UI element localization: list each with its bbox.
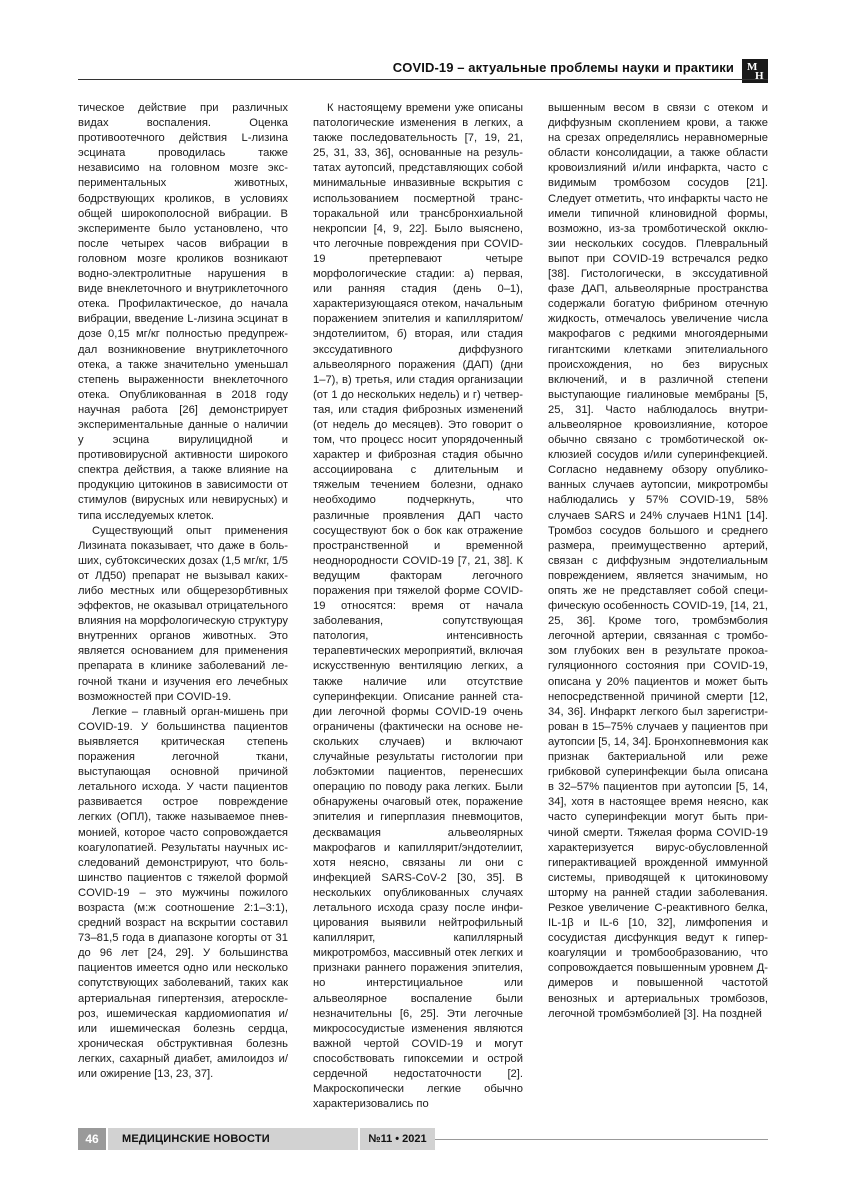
logo-letter-n: Н xyxy=(755,70,764,82)
text-column-2 xyxy=(313,101,523,1112)
paragraph: вышенным весом в связи с отеком и диффузным скоплением крови, а также на срезах определялись неравномерные области консолидации, а также области кровоизлияний и/или инфаркта, часто с видимым тромбозом сосудов [21]. Следует отметить, что инфаркты часто не имели типичной клиновидной формы, возможно, из-за тромботической окклюзии нескольких сосудов. Плевральный выпот при COVID-19 встречался редко [38]. Гистологически, в экссудативной фазе ДАП, альвеолярные пространства содержали богатую фибрином отечную жидкость, отмечалось увеличение числа макрофагов с редкими многоядерными гигантскими клетками эпителиального происхождения, но без вирусных включений, и в различной степени выступающие гиалиновые мембраны [5, 25, 31]. Часто наблюдалось внутриальвеолярное кровоизлияние, которое обычно связано с тромботической окклюзией сосудов и/или суперинфекцией. Согласно недавнему обзору опубликованных случаев аутопсии, микротромбы наблюдались у 57% COVID-19, 58% случаев SARS и 24% случаев H1N1 [14]. Тромбоз сосудов большого и среднего размера, преимущественно артерий, связан с диффузным эндотелиальным повреждением, является значимым, но опять же не представляет собой специфическую особенность COVID-19, [14, 21, 25, 36]. Кроме того, тромбэмболия легочной артерии, связанная с тромбозом глубоких вен в результате прокоагуляционного состояния при COVID-19, описана у 20% пациентов и может быть непосредственной причиной смерти [12, 34, 36]. Инфаркт легкого был зарегистрирован в 15–75% случаев у пациентов при аутопсии [5, 14, 34]. Бронхопневмония как признак бактериальной или реже грибковой суперинфекции была описана в 32–57% пациентов при аутопсии [5, 14, 34], хотя в настоящее время неясно, как часто суперинфекции могут быть причиной смерти. Тяжелая форма COVID-19 характеризуется вирус-обусловленной гиперактивацией врожденной иммунной системы, приводящей к цитокиновому шторму на ранней стадии заболевания. Резкое увеличение С-реактивного белка, IL-1β и IL-6 [10, 32], лимфопения и сосудистая дисфункция ведут к гиперкоагуляции и тромбообразованию, что сопровождается повышенным уровнем Д-димеров и повышенной частотой венозных и артериальных тромбозов, легочной тромбэмболией [3]. На поздней xyxy=(548,102,768,1020)
text-column-3 xyxy=(548,101,768,1022)
paragraph: Существующий опыт применения Лизината показывает, что даже в больших, субтоксических дозах (1,5 мг/кг, 1/5 от ЛД50) препарат не вызывал каких-либо местных или общерезорбтивных эффектов, не оказывал отрицательного влияния на морфологическую структуру внутренних органов животных. Это является основанием для применения препарата в клинике заболеваний легочной ткани и изучения его лечебных возможностей при COVID-19. xyxy=(78,524,288,703)
footer-divider xyxy=(435,1139,768,1140)
header-divider xyxy=(78,79,768,80)
running-header-title: COVID-19 – актуальные проблемы науки и практики xyxy=(392,60,734,75)
page-number: 46 xyxy=(78,1128,106,1150)
paragraph: К настоящему времени уже описаны патологические изменения в легких, а также последовательность [7, 19, 21, 25, 31, 33, 36], основанные на результатах аутопсий, представляющих собой минимальные инвазивные вскрытия с использованием посмертной трансторакальной или трансбронхиальной некропсии [4, 9, 22]. Было выяснено, что легочные повреждения при COVID-19 претерпевают четыре морфологические стадии: а) первая, или ранняя стадия (день 0–1), характеризующаяся отеком, начальным поражением эпителия и капилляритом/эндотелиитом, б) вторая, или стадия экссудативного диффузного альвеолярного поражения (ДАП) (дни 1–7), в) третья, или стадия организации (от 1 до нескольких недель) и г) четвертая, или стадия фиброзных изменений (от недель до месяцев). Это говорит о том, что процесс носит упорядоченный характер и фиброзная стадия обычно ассоциирована с длительным и тяжелым течением болезни, однако необходимо подчеркнуть, что различные проявления ДАП часто сосуществуют бок о бок как отражение пространственной и временной неоднородности COVID-19 [7, 21, 38]. К ведущим факторам легочного поражения при тяжелой форме COVID-19 относятся: время от начала заболевания, сопутствующая патология, интенсивность терапевтических мероприятий, включая искусственную вентиляцию легких, а также наличие или отсутствие суперинфекции. Описание ранней стадии легочной формы COVID-19 очень ограничены (фактически на основе нескольких случаев) и включают случайные результаты гистологии при лобэктомии пациентов, перенесших операцию по поводу рака легких. Были обнаружены очаговый отек, поражение эпителия и гиперплазия пневмоцитов, десквамация альвеолярных макрофагов и капиллярит/эндотелиит, хотя неясно, связаны ли они с инфекцией SARS-CoV-2 [30, 35]. В нескольких опубликованных случаях летального исхода сразу после инфицирования выявили нейтрофильный капиллярит, капиллярный микротромбоз, массивный отек легких и признаки раннего поражения эпителия, но интерстициальное или альвеолярное воспаление были незначительны [6, 25]. Эти легочные микрососудистые изменения являются важной чертой COVID-19 и могут способствовать гипоксемии и острой сердечной недостаточности [2]. Макроскопически легкие обычно характеризовались по xyxy=(313,102,523,1111)
issue-number: №11 • 2021 xyxy=(360,1128,435,1150)
logo-letter-m: М xyxy=(747,61,758,73)
journal-name: МЕДИЦИНСКИЕ НОВОСТИ xyxy=(108,1128,358,1150)
text-column-1 xyxy=(78,101,288,1082)
paragraph: Легкие – главный орган-мишень при COVID-19. У большинства пациентов выявляется критическая степень поражения легочной ткани, выступающая основной причиной летального исхода. У части пациентов развивается острое повреждение легких (ОПЛ), также называемое пневмонией, которое часто сопровождается коагулопатией. Результаты научных исследований демонстрируют, что большинство пациентов с тяжелой формой COVID-19 – это мужчины пожилого возраста (м:ж соотношение 2:1–3:1), средний возраст на вскрытии составил 73–81,5 года в диапазоне когорты от 31 до 96 лет [24, 29]. У большинства пациентов имеется одно или несколько сопутствующих заболеваний, таких как артериальная гипертензия, атеросклероз, ишемическая кардиомиопатия и/или ишемическая болезнь сердца, хроническая обструктивная болезнь легких, сахарный диабет, амилоидоз и/или ожирение [13, 23, 37]. xyxy=(78,705,288,1080)
paragraph: тическое действие при различных видах воспаления. Оценка противоотечного действия L-лизина эсцината проводилась также независимо на головном мозге экспериментальных животных, бодрствующих кроликов, в условиях общей широкополосной вибрации. В эксперименте было установлено, что после четырех часов вибрации в головном мозге кроликов возникают водно-электролитные нарушения в виде внеклеточного и внутриклеточного отека. Профилактическое, до начала вибрации, введение L-лизина эсцинат в дозе 0,15 мг/кг полностью предупреждал возникновение внутриклеточного отека, а также значительно уменьшал степень выраженности внеклеточного отека. Опубликованная в 2018 году научная работа [26] демонстрирует экспериментальные данные о наличии у эсцина вирулицидной и противовирусной активности широкого спектра действия, а также влияние на продукцию цитокинов в зависимости от стимулов (вирусных или невирусных) и типа исследуемых клеток. xyxy=(78,102,288,522)
page-footer xyxy=(78,1128,768,1150)
